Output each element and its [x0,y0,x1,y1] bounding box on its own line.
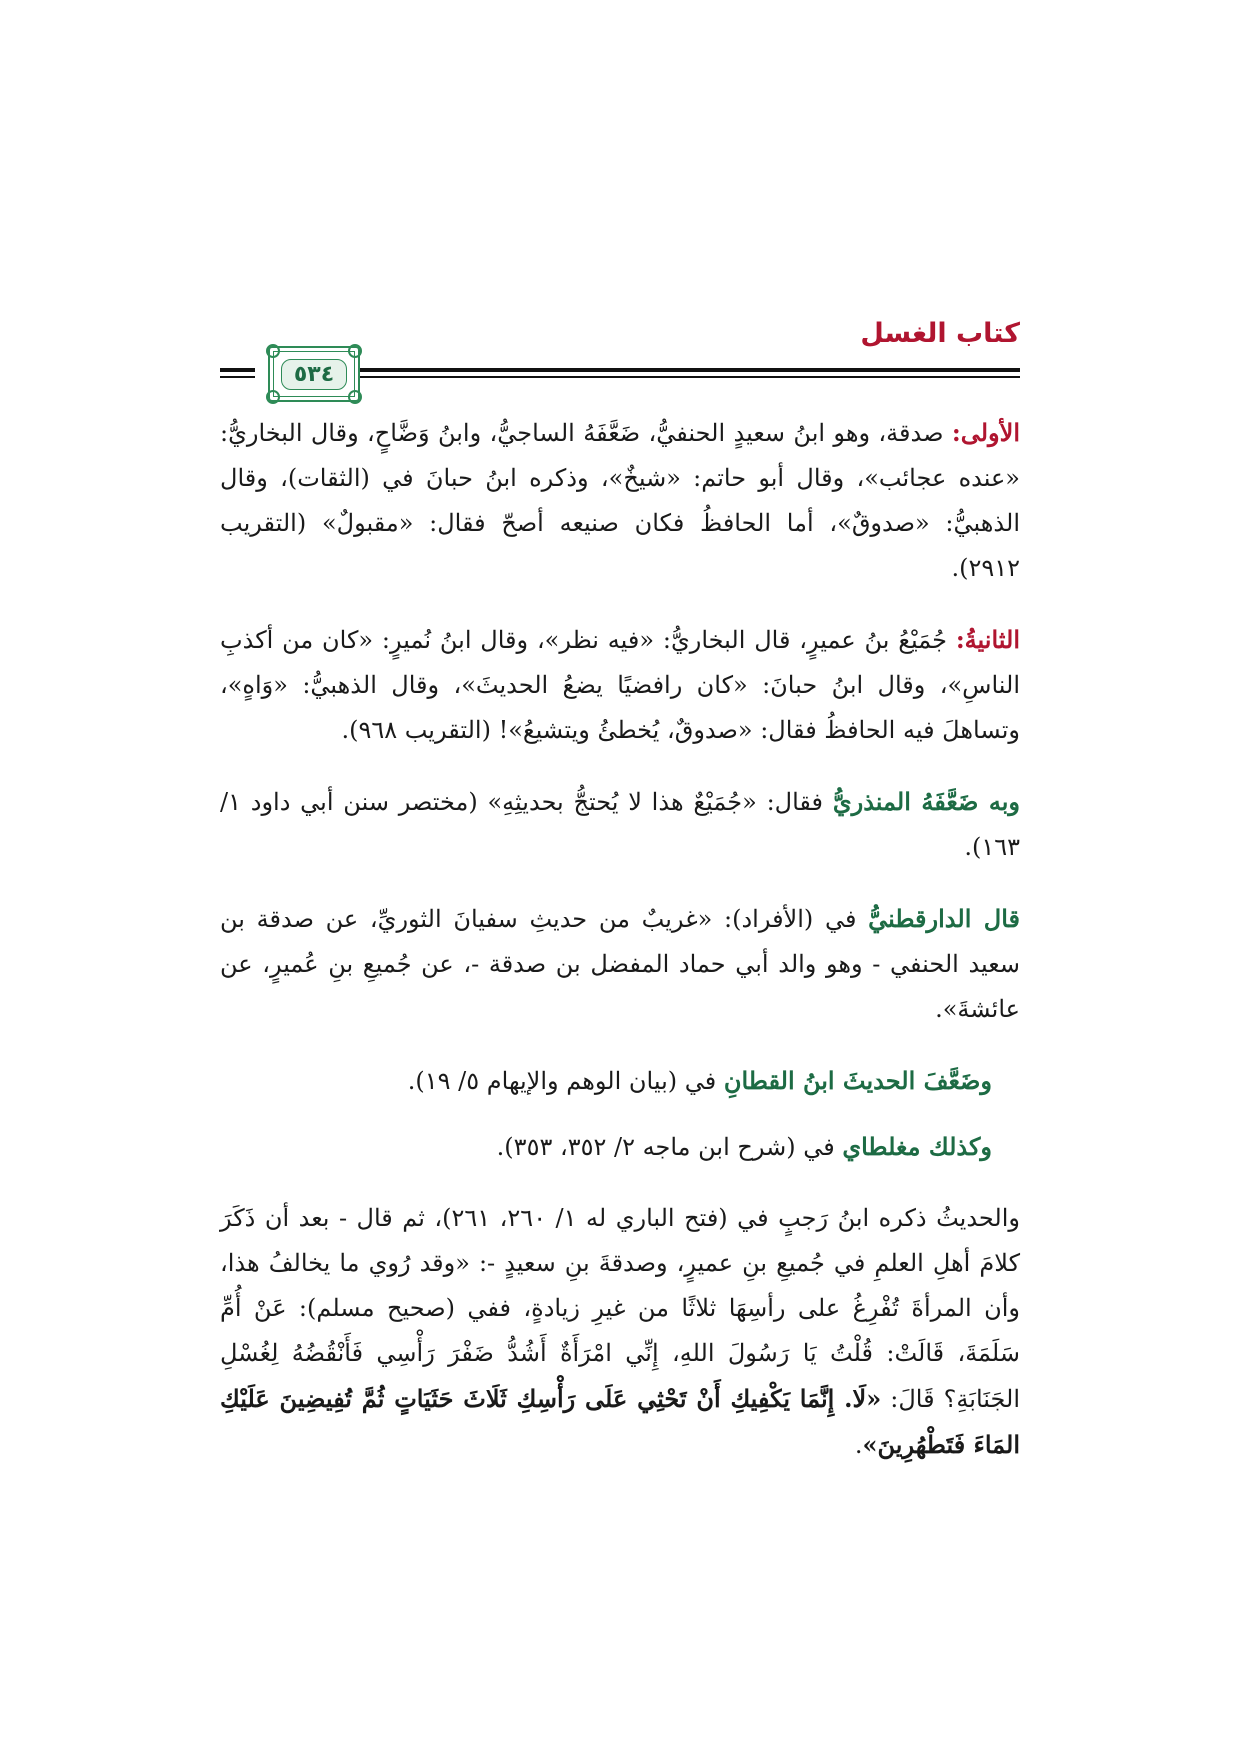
page-header [220,318,1020,388]
paragraph-label: الثانيةُ: [955,625,1020,654]
header-rule [220,368,255,372]
paragraph-label: وضَعَّفَ الحديثَ ابنُ القطانِ [723,1066,992,1095]
ornament-icon [266,390,280,404]
book-title: كتاب الغسل [860,318,1020,349]
ornament-icon [348,344,362,358]
page-number: ٥٣٤ [281,359,347,390]
paragraph-label: وكذلك مغلطاي [842,1132,992,1161]
paragraph-mundhiri [220,779,1020,870]
hadith-quote: «لَا. إِنَّمَا يَكْفِيكِ أَنْ تَحْثِي عَلَى رَأْسِكِ ثَلَاثَ حَثَيَاتٍ ثُمَّ تُفِيضِينَ عَلَيْكِ المَاءَ فَتَطْهُرِينَ» [220,1384,1020,1459]
ornament-icon [348,390,362,404]
paragraph-tail: . [854,1431,863,1459]
paragraph-text: فقال: «جُمَيْعٌ هذا لا يُحتجُّ بحديثِهِ» (مختصر سنن أبي داود ١/ ١٦٣). [220,788,1020,861]
paragraph-text: جُمَيْعُ بنُ عميرٍ، قال البخاريُّ: «فيه نظر»، وقال ابنُ نُميرٍ: «كان من أكذبِ الناسِ»، وقال ابنُ حبانَ: «كان رافضيًا يضعُ الحديثَ»، وقال الذهبيُّ: «وَاهٍ»، وتساهلَ فيه الحافظُ فقال: «صدوقٌ، يُخطئُ ويتشيعُ»! (التقريب ٩٦٨). [220,626,1020,744]
paragraph-daraqutni [220,896,1020,1032]
paragraph-text: صدقة، وهو ابنُ سعيدٍ الحنفيُّ، ضَعَّفَهُ الساجيُّ، وابنُ وَضَّاحٍ، وقال البخاريُّ: «عنده عجائب»، وقال أبو حاتم: «شيخٌ»، وذكره ابنُ حبانَ في (الثقات)، وقال الذهبيُّ: «صدوقٌ»، أما الحافظُ فكان صنيعه أصحّ فقال: «مقبولٌ» (التقريب ٢٩١٢). [220,419,1020,582]
paragraph-text: في (الأفراد): «غريبٌ من حديثِ سفيانَ الثوريِّ، عن صدقة بن سعيد الحنفي - وهو والد أبي حماد المفضل بن صدقة -، عن جُميعِ بنِ عُميرٍ، عن عائشةَ». [220,905,1020,1023]
paragraph-text: والحديثُ ذكره ابنُ رَجبٍ في (فتح الباري له ١/ ٢٦٠، ٢٦١)، ثم قال - بعد أن ذَكَرَ كلامَ أهلِ العلمِ في جُميعِ بنِ عميرٍ، وصدقةَ بنِ سعيدٍ -: «وقد رُوي ما يخالفُ هذا، وأن المرأةَ تُفْرِغُ على رأسِهَا ثلاثًا من غيرِ زيادةٍ، ففي (صحيح مسلم): عَنْ أُمِّ سَلَمَةَ، قَالَتْ: قُلْتُ يَا رَسُولَ اللهِ، إِنِّي امْرَأَةٌ أَشُدُّ ضَفْرَ رَأْسِي فَأَنْقُضُهُ لِغُسْلِ الجَنَابَةِ؟ قَالَ: [220,1204,1020,1413]
paragraph-label: الأولى: [951,418,1020,447]
paragraph-second-narrator [220,617,1020,753]
paragraph-text: في (شرح ابن ماجه ٢/ ٣٥٢، ٣٥٣). [496,1133,843,1161]
header-rule [335,376,1020,378]
paragraph-text: في (بيان الوهم والإيهام ٥/ ١٩). [407,1067,724,1095]
paragraph-ibn-rajab [220,1196,1020,1468]
paragraph-label: قال الدارقطنيُّ [868,904,1021,933]
paragraph-label: وبه ضَعَّفَهُ المنذريُّ [832,787,1020,816]
main-text [220,410,1020,1494]
header-rule [335,368,1020,372]
paragraph-first-narrator [220,410,1020,591]
ornament-icon [266,344,280,358]
paragraph-ibn-qattan [220,1058,1020,1104]
page-number-ornament [268,346,360,402]
header-rule [220,376,255,378]
paragraph-mughlatay [220,1124,1020,1170]
